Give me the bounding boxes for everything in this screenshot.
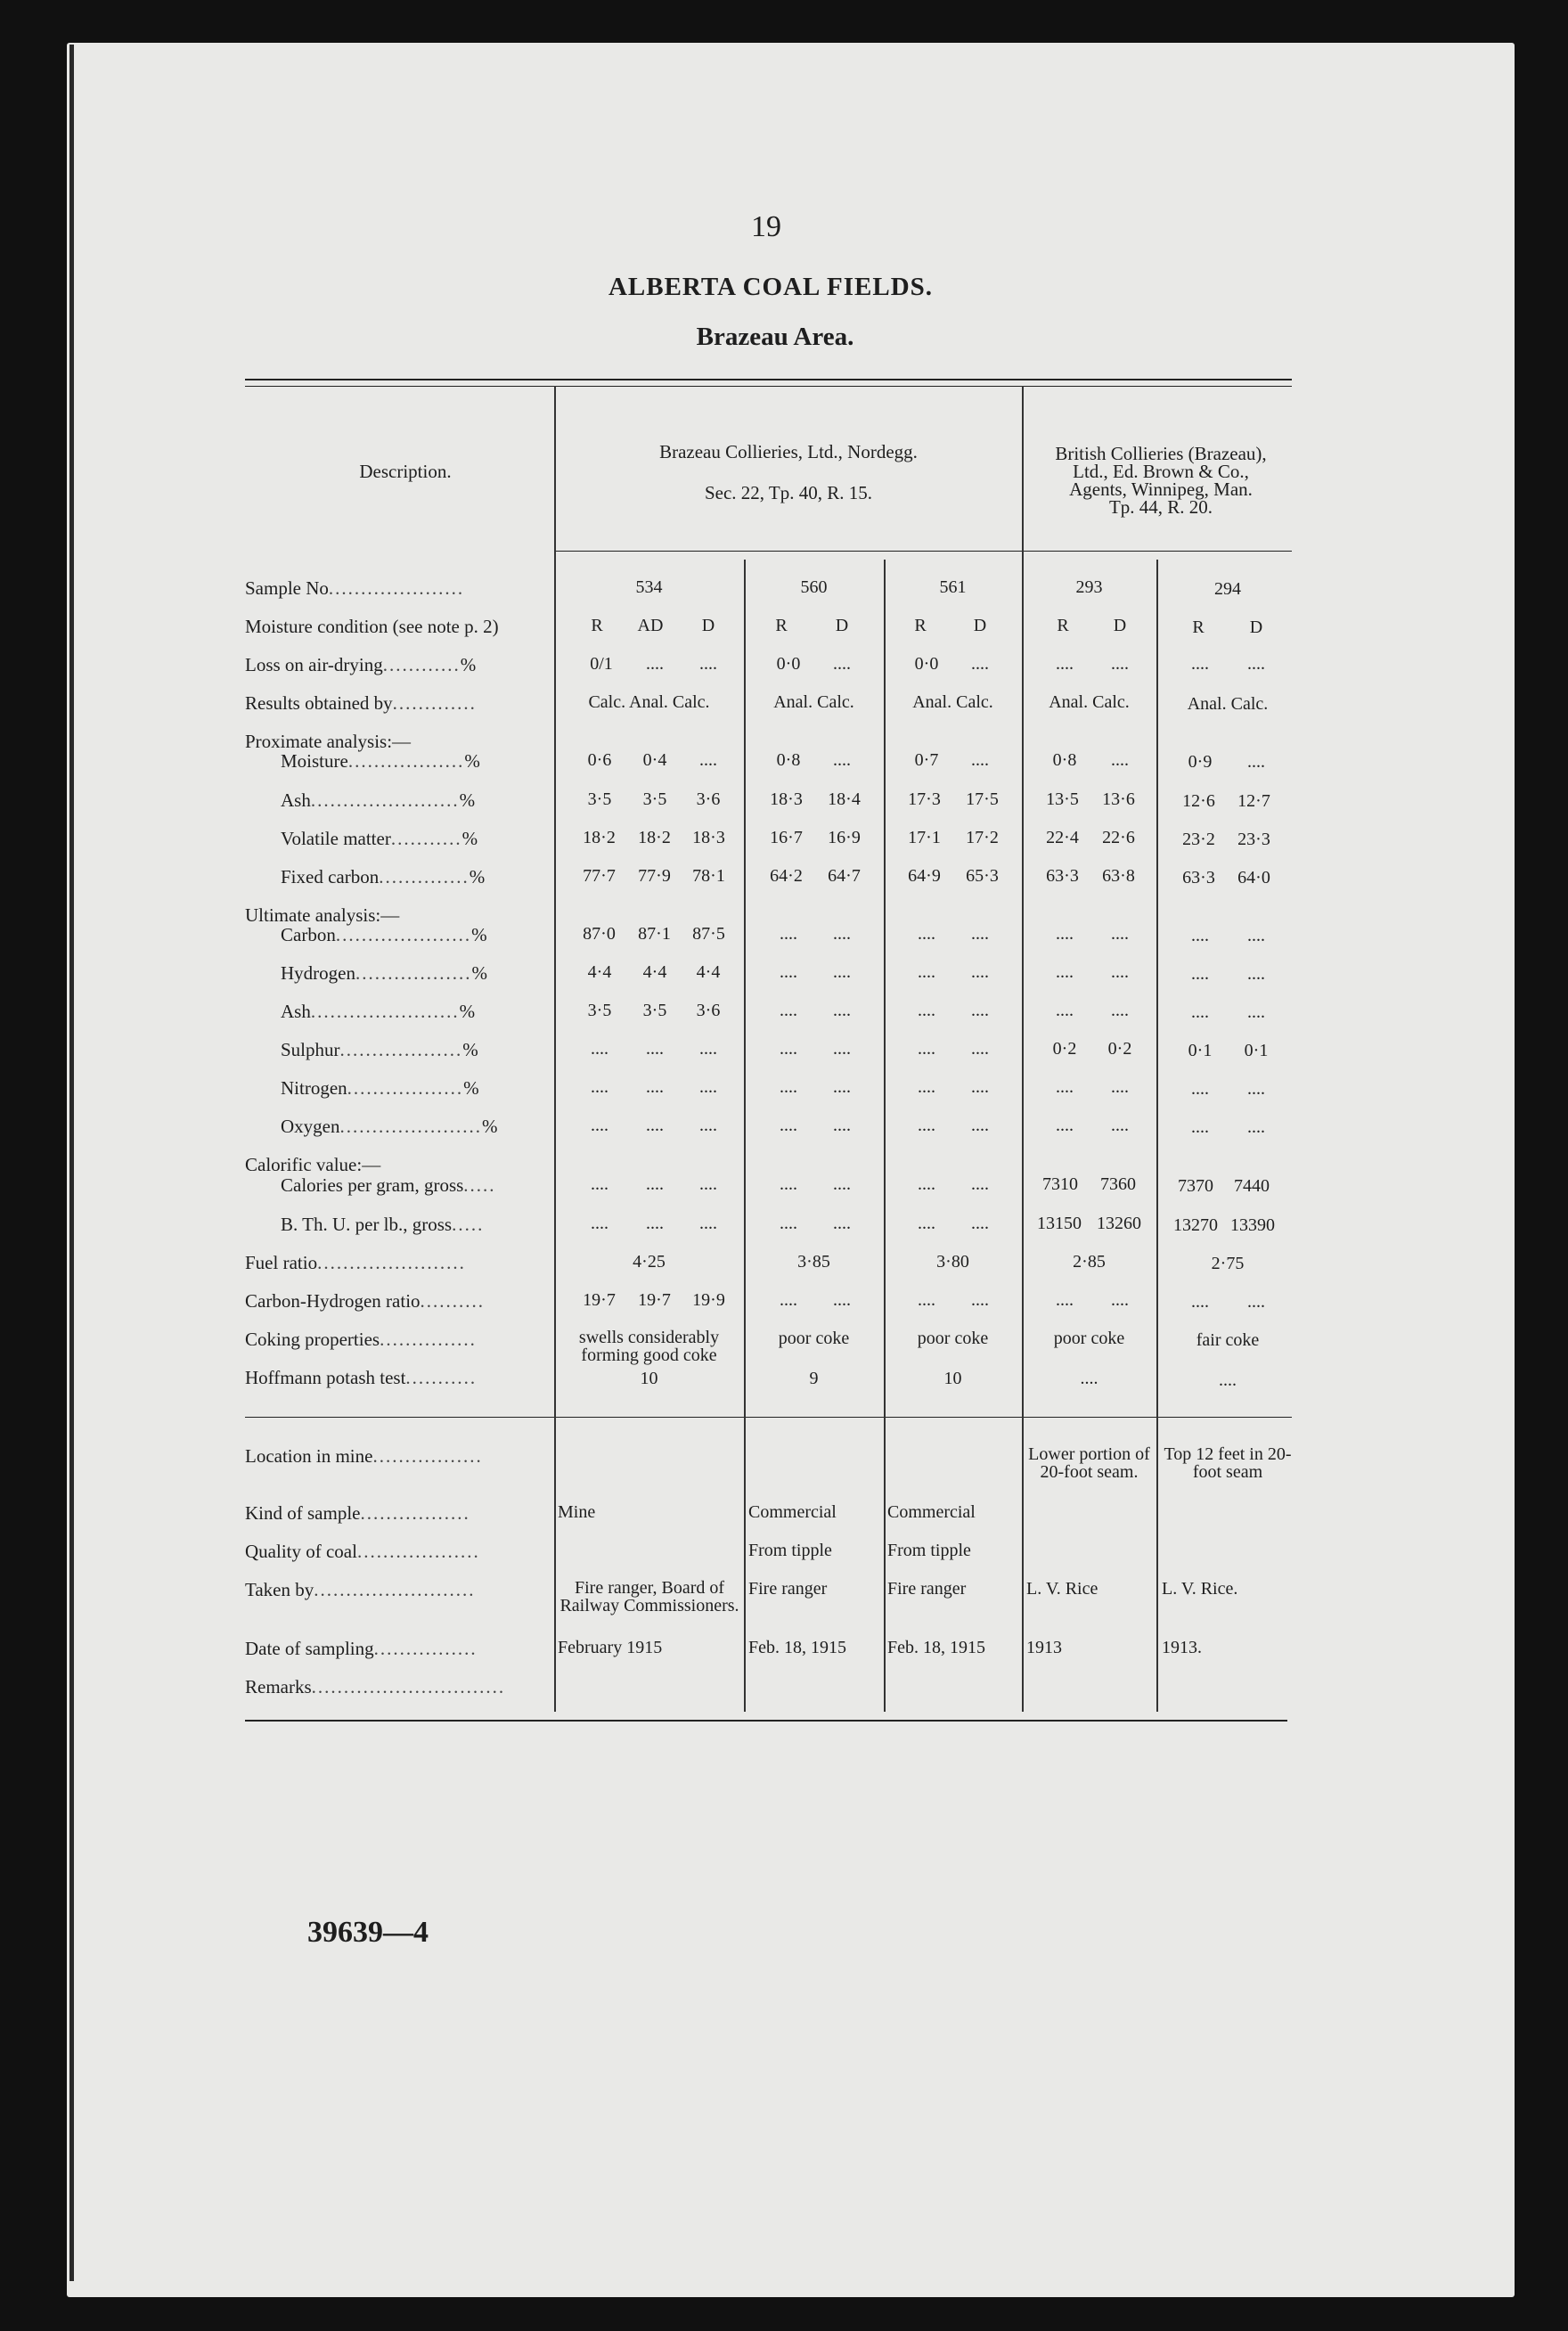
cell-results: Anal. Calc. xyxy=(773,692,854,712)
header-bottom-rule xyxy=(554,551,1292,552)
cell-fixed-carbon: 65·3 xyxy=(966,866,999,886)
cell-cond: R xyxy=(591,616,603,635)
cell-ash-ultimate: 3·5 xyxy=(587,1001,612,1020)
cell-ash: 12·6 xyxy=(1182,791,1215,811)
cell-sample-534: 534 xyxy=(635,577,663,597)
cell-kind: Commercial xyxy=(887,1502,976,1522)
row-label-taken-by: Taken by......................... xyxy=(245,1579,476,1600)
cell-hoffmann: 10 xyxy=(640,1369,658,1388)
cell-cond: R xyxy=(914,616,927,635)
cell-empty: .... xyxy=(780,1077,797,1097)
cell-empty: .... xyxy=(699,1174,717,1194)
cell-empty: .... xyxy=(699,1116,717,1135)
cell-ash: 13·6 xyxy=(1102,789,1135,809)
cell-empty: .... xyxy=(1111,1290,1129,1310)
cell-coking: poor coke xyxy=(778,1329,850,1348)
cell-empty: .... xyxy=(1191,964,1209,984)
cell-empty: .... xyxy=(918,1077,935,1097)
cell-empty: .... xyxy=(833,1077,851,1097)
cell-ch-ratio: 19·7 xyxy=(638,1290,671,1310)
cell-empty: .... xyxy=(833,654,851,674)
page-number: 19 xyxy=(751,210,781,243)
cell-empty: .... xyxy=(591,1077,608,1097)
page-title: ALBERTA COAL FIELDS. xyxy=(608,273,934,301)
cell-coking: poor coke xyxy=(917,1329,989,1348)
cell-empty: .... xyxy=(699,654,717,674)
row-label-ultimate: Ultimate analysis:— xyxy=(245,904,400,926)
cell-empty: .... xyxy=(833,1039,851,1059)
cell-volatile: 18·3 xyxy=(692,828,725,847)
column-divider xyxy=(884,560,886,1712)
cell-volatile: 18·2 xyxy=(638,828,671,847)
cell-fixed-carbon: 77·7 xyxy=(583,866,616,886)
cell-empty: .... xyxy=(918,962,935,982)
cell-taken-by: Fire ranger xyxy=(887,1579,967,1599)
cell-empty: .... xyxy=(1247,752,1265,772)
cell-empty: .... xyxy=(646,654,664,674)
cell-empty: .... xyxy=(918,1290,935,1310)
cell-taken-by: Fire ranger xyxy=(748,1579,828,1599)
cell-empty: .... xyxy=(780,1116,797,1135)
cell-empty: .... xyxy=(1111,924,1129,944)
cell-taken-by: L. V. Rice. xyxy=(1162,1579,1238,1599)
cell-hoffmann: 9 xyxy=(809,1369,819,1388)
cell-empty: .... xyxy=(780,924,797,944)
cell-cond: D xyxy=(835,616,849,635)
row-label-ch-ratio: Carbon-Hydrogen ratio.......... xyxy=(245,1290,486,1312)
row-label-fixed-carbon: Fixed carbon..............% xyxy=(281,866,486,887)
cell-empty: .... xyxy=(833,1174,851,1194)
row-label-coking: Coking properties............... xyxy=(245,1329,477,1350)
cell-empty: .... xyxy=(591,1116,608,1135)
row-label-nitrogen: Nitrogen..................% xyxy=(281,1077,479,1099)
cell-empty: .... xyxy=(971,1290,989,1310)
page-binding-edge xyxy=(69,45,74,2281)
cell-hoffmann: 10 xyxy=(943,1369,962,1388)
cell-empty: .... xyxy=(780,962,797,982)
cell-moisture: 0·8 xyxy=(776,750,801,770)
cell-empty: .... xyxy=(833,924,851,944)
cell-taken-by: L. V. Rice xyxy=(1026,1579,1098,1599)
cell-empty: .... xyxy=(1111,962,1129,982)
cell-sample-560: 560 xyxy=(800,577,828,597)
cell-moisture: 0·7 xyxy=(914,750,939,770)
cell-empty: .... xyxy=(646,1116,664,1135)
cell-ash: 17·5 xyxy=(966,789,999,809)
cell-empty: .... xyxy=(1247,1292,1265,1312)
table-bottom-rule xyxy=(245,1720,1287,1722)
row-label-fuel-ratio: Fuel ratio....................... xyxy=(245,1252,466,1273)
cell-loss: 0·0 xyxy=(776,654,801,674)
row-label-remarks: Remarks.............................. xyxy=(245,1676,506,1697)
cell-empty: .... xyxy=(971,924,989,944)
cell-sulphur: 0·2 xyxy=(1052,1039,1077,1059)
cell-coking: poor coke xyxy=(1053,1329,1125,1348)
cell-empty: .... xyxy=(971,1077,989,1097)
cell-fixed-carbon: 64·7 xyxy=(828,866,861,886)
cell-coking: fair coke xyxy=(1196,1330,1260,1350)
cell-ash: 3·5 xyxy=(642,789,667,809)
cell-kind: Mine xyxy=(558,1502,596,1522)
cell-empty: .... xyxy=(1247,654,1265,674)
cell-empty: .... xyxy=(833,750,851,770)
column-divider xyxy=(1156,560,1158,1712)
group2-header-line2: Ltd., Ed. Brown & Co., xyxy=(1073,461,1249,482)
cell-loss: 0/1 xyxy=(590,654,613,674)
row-label-hydrogen: Hydrogen..................% xyxy=(281,962,487,984)
cell-calories: 7440 xyxy=(1234,1176,1270,1196)
cell-volatile: 18·2 xyxy=(583,828,616,847)
row-label-carbon: Carbon.....................% xyxy=(281,924,487,945)
row-label-location: Location in mine................. xyxy=(245,1445,483,1467)
cell-empty: .... xyxy=(918,1039,935,1059)
cell-ch-ratio: 19·7 xyxy=(583,1290,616,1310)
cell-date: 1913 xyxy=(1026,1638,1062,1657)
cell-location: Top 12 feet in 20-foot seam xyxy=(1164,1444,1292,1482)
cell-fixed-carbon: 64·0 xyxy=(1237,868,1270,887)
row-label-loss: Loss on air-drying............% xyxy=(245,654,477,675)
row-label-sample-no: Sample No..................... xyxy=(245,577,465,599)
cell-date: 1913. xyxy=(1162,1638,1202,1657)
cell-btu: 13150 xyxy=(1037,1214,1082,1233)
cell-hydrogen: 4·4 xyxy=(587,962,612,982)
cell-ash-ultimate: 3·5 xyxy=(642,1001,667,1020)
cell-ash: 3·6 xyxy=(696,789,721,809)
row-label-date: Date of sampling................ xyxy=(245,1638,478,1659)
cell-moisture: 0·4 xyxy=(642,750,667,770)
cell-empty: .... xyxy=(833,1290,851,1310)
cell-empty: .... xyxy=(1056,1290,1074,1310)
cell-calories: 7360 xyxy=(1100,1174,1136,1194)
row-label-ash-ultimate: Ash.......................% xyxy=(281,1001,476,1022)
cell-empty: .... xyxy=(780,1174,797,1194)
cell-empty: .... xyxy=(971,1001,989,1020)
cell-results: Anal. Calc. xyxy=(1187,694,1269,714)
cell-empty: .... xyxy=(1111,654,1129,674)
cell-empty: .... xyxy=(918,1174,935,1194)
row-label-results: Results obtained by............. xyxy=(245,692,477,714)
cell-empty: .... xyxy=(646,1214,664,1233)
cell-empty: .... xyxy=(1191,1117,1209,1137)
row-label-calories: Calories per gram, gross..... xyxy=(281,1174,496,1196)
cell-volatile: 16·7 xyxy=(770,828,803,847)
group2-header-line1: British Collieries (Brazeau), xyxy=(1055,443,1267,464)
cell-empty: .... xyxy=(780,1039,797,1059)
cell-results: Calc. Anal. Calc. xyxy=(588,692,710,712)
data-section-rule xyxy=(245,1417,1292,1418)
cell-empty: .... xyxy=(699,1077,717,1097)
description-header: Description. xyxy=(359,461,452,482)
cell-cond: D xyxy=(701,616,715,635)
cell-cond: R xyxy=(1057,616,1069,635)
cell-cond: AD xyxy=(637,616,664,635)
cell-empty: .... xyxy=(1247,926,1265,945)
cell-ash: 17·3 xyxy=(908,789,941,809)
cell-empty: .... xyxy=(1056,924,1074,944)
cell-cond: D xyxy=(1113,616,1127,635)
cell-empty: .... xyxy=(1111,1116,1129,1135)
cell-date: Feb. 18, 1915 xyxy=(887,1638,985,1657)
group2-header-line3: Agents, Winnipeg, Man. xyxy=(1069,478,1253,500)
cell-btu: 13270 xyxy=(1173,1215,1218,1235)
cell-date: Feb. 18, 1915 xyxy=(748,1638,846,1657)
cell-coking: swells considerably forming good coke xyxy=(578,1328,720,1365)
cell-empty: .... xyxy=(1111,1077,1129,1097)
cell-empty: .... xyxy=(833,962,851,982)
cell-fuel-ratio: 3·85 xyxy=(797,1252,830,1272)
cell-empty: .... xyxy=(1191,1002,1209,1022)
cell-volatile: 17·2 xyxy=(966,828,999,847)
cell-empty: .... xyxy=(971,1214,989,1233)
cell-results: Anal. Calc. xyxy=(1049,692,1130,712)
footer-signature-code: 39639—4 xyxy=(307,1916,429,1949)
cell-empty: .... xyxy=(1056,1001,1074,1020)
table-top-rule-2 xyxy=(245,386,1292,387)
cell-empty: .... xyxy=(780,1001,797,1020)
cell-empty: .... xyxy=(591,1214,608,1233)
cell-sulphur: 0·1 xyxy=(1244,1041,1269,1060)
cell-empty: .... xyxy=(699,750,717,770)
cell-empty: .... xyxy=(699,1214,717,1233)
group1-header-line1: Brazeau Collieries, Ltd., Nordegg. xyxy=(659,441,918,462)
cell-quality: From tipple xyxy=(748,1541,832,1560)
cell-cond: D xyxy=(1249,618,1263,637)
cell-loss: 0·0 xyxy=(914,654,939,674)
cell-empty: .... xyxy=(780,1214,797,1233)
cell-empty: .... xyxy=(646,1039,664,1059)
cell-empty: .... xyxy=(918,1116,935,1135)
cell-btu: 13390 xyxy=(1230,1215,1275,1235)
cell-sulphur: 0·1 xyxy=(1188,1041,1213,1060)
cell-ash: 18·3 xyxy=(770,789,803,809)
cell-empty: .... xyxy=(780,1290,797,1310)
cell-volatile: 16·9 xyxy=(828,828,861,847)
cell-taken-by: Fire ranger, Board of Railway Commissioners. xyxy=(559,1578,739,1615)
cell-moisture: 0·6 xyxy=(587,750,612,770)
cell-empty: .... xyxy=(1191,1292,1209,1312)
row-label-proximate: Proximate analysis:— xyxy=(245,731,412,752)
cell-calories: 7370 xyxy=(1178,1176,1213,1196)
table-top-rule xyxy=(245,379,1292,380)
cell-empty: .... xyxy=(1056,1116,1074,1135)
cell-empty: .... xyxy=(1111,750,1129,770)
cell-carbon: 87·1 xyxy=(638,924,671,944)
cell-date: February 1915 xyxy=(558,1638,663,1657)
cell-quality: From tipple xyxy=(887,1541,971,1560)
cell-empty: .... xyxy=(1247,1117,1265,1137)
cell-sample-293: 293 xyxy=(1075,577,1103,597)
cell-empty: .... xyxy=(833,1116,851,1135)
cell-fixed-carbon: 63·3 xyxy=(1046,866,1079,886)
row-label-oxygen: Oxygen......................% xyxy=(281,1116,498,1137)
row-label-moisture: Moisture..................% xyxy=(281,750,480,772)
cell-empty: .... xyxy=(1191,1079,1209,1099)
group1-header-line2: Sec. 22, Tp. 40, R. 15. xyxy=(704,482,873,503)
cell-empty: .... xyxy=(918,1001,935,1020)
cell-fixed-carbon: 78·1 xyxy=(692,866,725,886)
cell-carbon: 87·0 xyxy=(583,924,616,944)
cell-fuel-ratio: 2·85 xyxy=(1073,1252,1106,1272)
row-label-btu: B. Th. U. per lb., gross..... xyxy=(281,1214,485,1235)
row-label-kind: Kind of sample................. xyxy=(245,1502,470,1524)
cell-moisture: 0·9 xyxy=(1188,752,1213,772)
row-label-calorific: Calorific value:— xyxy=(245,1154,381,1175)
column-divider xyxy=(744,560,746,1712)
cell-empty: .... xyxy=(1111,1001,1129,1020)
cell-empty: .... xyxy=(1247,1002,1265,1022)
row-label-quality: Quality of coal................... xyxy=(245,1541,480,1562)
cell-empty: .... xyxy=(1219,1370,1237,1390)
cell-volatile: 23·3 xyxy=(1237,830,1270,849)
cell-empty: .... xyxy=(646,1077,664,1097)
cell-volatile: 22·6 xyxy=(1102,828,1135,847)
cell-empty: .... xyxy=(833,1214,851,1233)
cell-empty: .... xyxy=(971,654,989,674)
cell-fixed-carbon: 63·8 xyxy=(1102,866,1135,886)
cell-empty: .... xyxy=(971,1174,989,1194)
page-subtitle: Brazeau Area. xyxy=(696,323,854,351)
cell-volatile: 22·4 xyxy=(1046,828,1079,847)
cell-sample-294: 294 xyxy=(1214,579,1241,599)
cell-ash-ultimate: 3·6 xyxy=(696,1001,721,1020)
cell-empty: .... xyxy=(833,1001,851,1020)
cell-carbon: 87·5 xyxy=(692,924,725,944)
cell-empty: .... xyxy=(1056,654,1074,674)
cell-empty: .... xyxy=(1191,654,1209,674)
cell-empty: .... xyxy=(591,1039,608,1059)
cell-fuel-ratio: 4·25 xyxy=(633,1252,666,1272)
cell-empty: .... xyxy=(646,1174,664,1194)
cell-cond: D xyxy=(973,616,987,635)
cell-empty: .... xyxy=(1247,1079,1265,1099)
row-label-ash: Ash.......................% xyxy=(281,789,476,811)
cell-empty: .... xyxy=(971,1116,989,1135)
cell-kind: Commercial xyxy=(748,1502,837,1522)
cell-volatile: 23·2 xyxy=(1182,830,1215,849)
cell-fixed-carbon: 63·3 xyxy=(1182,868,1215,887)
cell-empty: .... xyxy=(971,1039,989,1059)
group2-header-line4: Tp. 44, R. 20. xyxy=(1108,496,1213,518)
cell-ch-ratio: 19·9 xyxy=(692,1290,725,1310)
cell-empty: .... xyxy=(1080,1369,1098,1388)
cell-fixed-carbon: 64·2 xyxy=(770,866,803,886)
cell-empty: .... xyxy=(971,750,989,770)
cell-empty: .... xyxy=(591,1174,608,1194)
cell-empty: .... xyxy=(1056,1077,1074,1097)
cell-calories: 7310 xyxy=(1042,1174,1078,1194)
cell-fixed-carbon: 77·9 xyxy=(638,866,671,886)
cell-location: Lower portion of 20-foot seam. xyxy=(1028,1444,1150,1482)
cell-empty: .... xyxy=(1247,964,1265,984)
cell-empty: .... xyxy=(971,962,989,982)
cell-empty: .... xyxy=(1191,926,1209,945)
cell-hydrogen: 4·4 xyxy=(642,962,667,982)
cell-fixed-carbon: 64·9 xyxy=(908,866,941,886)
cell-empty: .... xyxy=(1056,962,1074,982)
cell-sulphur: 0·2 xyxy=(1107,1039,1132,1059)
cell-ash: 12·7 xyxy=(1237,791,1270,811)
cell-empty: .... xyxy=(918,924,935,944)
cell-cond: R xyxy=(775,616,788,635)
cell-ash: 18·4 xyxy=(828,789,861,809)
row-label-sulphur: Sulphur...................% xyxy=(281,1039,478,1060)
cell-ash: 13·5 xyxy=(1046,789,1079,809)
row-label-hoffmann: Hoffmann potash test........... xyxy=(245,1367,478,1388)
row-label-volatile: Volatile matter...........% xyxy=(281,828,478,849)
cell-moisture: 0·8 xyxy=(1052,750,1077,770)
cell-fuel-ratio: 3·80 xyxy=(936,1252,969,1272)
cell-cond: R xyxy=(1192,618,1205,637)
cell-empty: .... xyxy=(918,1214,935,1233)
cell-sample-561: 561 xyxy=(939,577,967,597)
row-label-moisture-condition: Moisture condition (see note p. 2) xyxy=(245,616,499,637)
cell-results: Anal. Calc. xyxy=(912,692,993,712)
cell-hydrogen: 4·4 xyxy=(696,962,721,982)
cell-volatile: 17·1 xyxy=(908,828,941,847)
cell-empty: .... xyxy=(699,1039,717,1059)
cell-fuel-ratio: 2·75 xyxy=(1211,1254,1245,1273)
cell-btu: 13260 xyxy=(1097,1214,1141,1233)
cell-ash: 3·5 xyxy=(587,789,612,809)
